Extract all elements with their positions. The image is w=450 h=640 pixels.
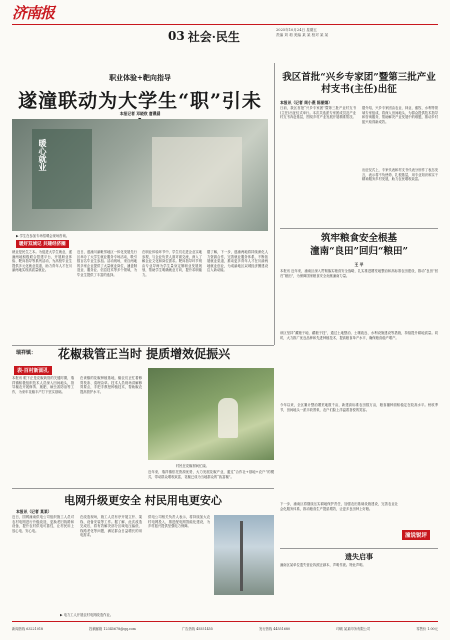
- grain-body-4: 下一步，潼南区将继续压实耕地保护责任，加强农田基础设施建设，完善农业社会化服务体系，推动粮食生产提质增效，让更多良田种上好粮。: [280, 502, 398, 511]
- main-body-col-4: 据了解，下一步，遂潼两地将持续深化人力资源合作，完善就业服务体系，不断拓展就业渠道，推动更多青年人才在川渝两地就业创业，为成渝地区双城经济圈建设注入新动能。: [207, 250, 268, 273]
- section-name: 社会·民生: [187, 29, 240, 44]
- mid-body-col-2: 在该镇的花椒种植基地，椒农们正忙着修剪枝条、清理杂草。技术人员现场讲解修剪要点，手把手教授种植技术，帮助椒农提高管护水平。: [80, 376, 142, 394]
- mid-band-photo: [148, 368, 274, 460]
- grain-headline-1: 筑牢粮食安全根基: [320, 233, 397, 244]
- mid-band-label: 瑞祥镇：: [16, 350, 37, 356]
- bottom-body-col-1: 近日，国网潼南供电公司组织施工人员对农村电网进行升级改造，更换老旧线路和设备，提升农村供电可靠性，让村民用上放心电、安心电。: [12, 515, 74, 533]
- footer-item: 投稿邮箱 12345678@qq.com: [89, 627, 136, 631]
- footer: [12, 626, 438, 631]
- grain-badge: 潼说锐评: [402, 530, 430, 540]
- main-headline: 遂潼联动为大学生“职”引未: [18, 90, 262, 112]
- bottom-left-headline: 电网升级更安全 村民用电更安心: [64, 494, 222, 507]
- side-body-col-1: 日前，我区首批“兴乡专家团”暨第三批产业村支书(主任)出征仪式举行。本次共选派专家团成员及产业村支书奔赴基层，围绕乡村产业发展开展精准帮扶。: [280, 106, 356, 120]
- main-photo: [12, 119, 268, 231]
- footer-item: 印刷 某某印务有限公司: [336, 627, 371, 631]
- main-kicker: 职业体验+靶向指导: [109, 73, 171, 82]
- section-header: [168, 27, 240, 45]
- mid-body-col-3: 近年来，瑞祥镇依托资源优势，大力发展花椒产业，通过“合作社+基地+农户”的模式，带动群众增收致富，花椒已成为当地群众的“致富椒”。: [148, 470, 274, 479]
- editor-line: 责编 刘 莉 美编 某 某 校对 某 某: [276, 33, 329, 37]
- main-body-col-3: 在职业体验环节中，学生们走进企业实地参观，与企业负责人面对面交流，深入了解企业文化和岗位需求。靶向指导环节则由专业导师为学生量身定制职业发展规划，帮助学生明确就业方向，提升求职能力。: [142, 250, 202, 277]
- masthead-rule: [12, 24, 438, 25]
- column-divider: [274, 63, 275, 345]
- notice-body: 潼南区某单位遗失营业执照正副本，声明作废。特此声明。: [280, 563, 366, 567]
- section-number: 03: [168, 29, 185, 43]
- photo-overlay-text: 暖心就业: [38, 139, 48, 171]
- main-body-col-1: 就业是民生之本。为促进大学生就业，遂潼两地积极联合搭建平台，开展职业体验、靶向指导等系列活动，为高校毕业生提供多元化就业渠道，助力青年人才在川渝两地实现高质量就业。: [12, 250, 72, 273]
- bottom-left-top-rule: [12, 488, 274, 489]
- grain-headline-2: 潼南“良田”回归“粮田”: [310, 246, 408, 257]
- footer-item: 广告热线 45551455: [181, 627, 213, 631]
- side-body-col-3: 出征仪式上，专家代表和村支书代表分别作了表态发言，表示将不负使命，扎根基层，用专业知识和实干精神服务乡村发展，助力农民增收致富。: [362, 168, 438, 182]
- photo-crowd: [152, 137, 242, 207]
- date-line: 2025年10月24日 星期五: [276, 28, 317, 32]
- grain-body-2: 该区坚持“藏粮于地、藏粮于技”，通过土地整治、土壤改良、水利设施建设等措施，持续提升耕地质量。同时，大力推广优良品种和先进种植技术，提高粮食单产水平，确保粮食稳产增产。: [280, 331, 438, 340]
- bottom-left-byline: 本报讯（记者 某某）: [16, 509, 52, 514]
- mid-body-col-1: 本报讯 眼下正是花椒栽管的关键时期，瑞祥镇积极组织技术人员深入田间地头，指导椒农开展修剪、施肥、病虫害防治等工作，为来年花椒丰产打下坚实基础。: [12, 376, 74, 394]
- grain-body-3: 今年以来，全区累计整治撂荒地数千亩，新建高标准农田数万亩，粮食播种面积稳定在较高水平。秋收季节，田间地头一派丰收景象，农户们脸上洋溢着喜悦的笑容。: [280, 403, 438, 412]
- bottom-body-col-3: 供电公司相关负责人表示，将持续加大农村电网投入，推进配电网智能化建设，为乡村振兴提供坚强电力保障。: [148, 515, 210, 529]
- main-photo-caption: ▶ 学生在参加专场招聘会现场咨询。: [16, 234, 70, 238]
- footer-item: 零售价 1.00元: [416, 627, 438, 631]
- grain-byline: 王 平: [354, 262, 364, 267]
- main-body-col-2: 近日，遂潼川渝毗邻地区一体化发展先行区举办了大学生就业服务专场活动，吸引数百名毕业生参加。活动现场，来自两地的多家企业提供了大量就业岗位，涵盖制造业、服务业、信息技术等多个领域，为毕业生提供了丰富的选择。: [77, 250, 137, 277]
- bottom-body-col-2: 在改造现场，施工人员有序开展立杆、架线、设备安装等工作。据了解，此次改造完成后，将有效解决部分区域电压偏低、线路老化等问题，满足群众日益增长的用电需求。: [80, 515, 142, 538]
- grain-body-1: 本报讯 近年来，潼南区深入贯彻落实粮食安全战略，扎实推进撂荒地整治和高标准农田建设，推动“良田”回归“粮田”，为保障国家粮食安全贡献潼南力量。: [280, 269, 438, 278]
- mid-band-photo-caption: 村民在花椒树间忙碌。: [176, 464, 209, 468]
- side-divider: [280, 228, 438, 229]
- mid-band-headline: 花椒栽管正当时 提质增效促振兴: [58, 347, 231, 361]
- bottom-left-photo-caption: ▶ 电力工人开展农村电网改造作业。: [60, 613, 114, 617]
- footer-rule: [12, 621, 438, 622]
- notice-title: 遗失启事: [345, 552, 373, 561]
- footer-item: 新闻热线 63221018: [12, 627, 44, 631]
- side-body-col-2: 据介绍，兴乡专家团由农业、林业、畜牧、水利等领域专家组成，将深入田间地头，为群众提供技术指导和咨询服务，帮助解决产业发展中的难题，推动乡村振兴取得新成效。: [362, 106, 438, 124]
- masthead-logo: 济南报: [12, 4, 55, 22]
- main-byline: 本报记者 邓晓欣 唐晨涵: [119, 111, 161, 116]
- photo-farmer-figure: [218, 398, 238, 438]
- mid-band-side-kicker: 表·百村新面孔: [14, 366, 52, 375]
- photo-power-pole: [240, 521, 243, 591]
- main-banner-tag: 暖好双城记 共建经济圈: [16, 240, 69, 248]
- bottom-left-photo: [214, 515, 274, 595]
- header-meta: [276, 28, 356, 38]
- side-headline: 我区首批“兴乡专家团”暨第三批产业村支书(主任)出征: [282, 72, 436, 95]
- notice-top-rule: [280, 548, 438, 549]
- side-byline: 本报讯（记者 周小燕 陈丽娟）: [280, 100, 333, 105]
- footer-item: 发行热线 44551680: [259, 627, 291, 631]
